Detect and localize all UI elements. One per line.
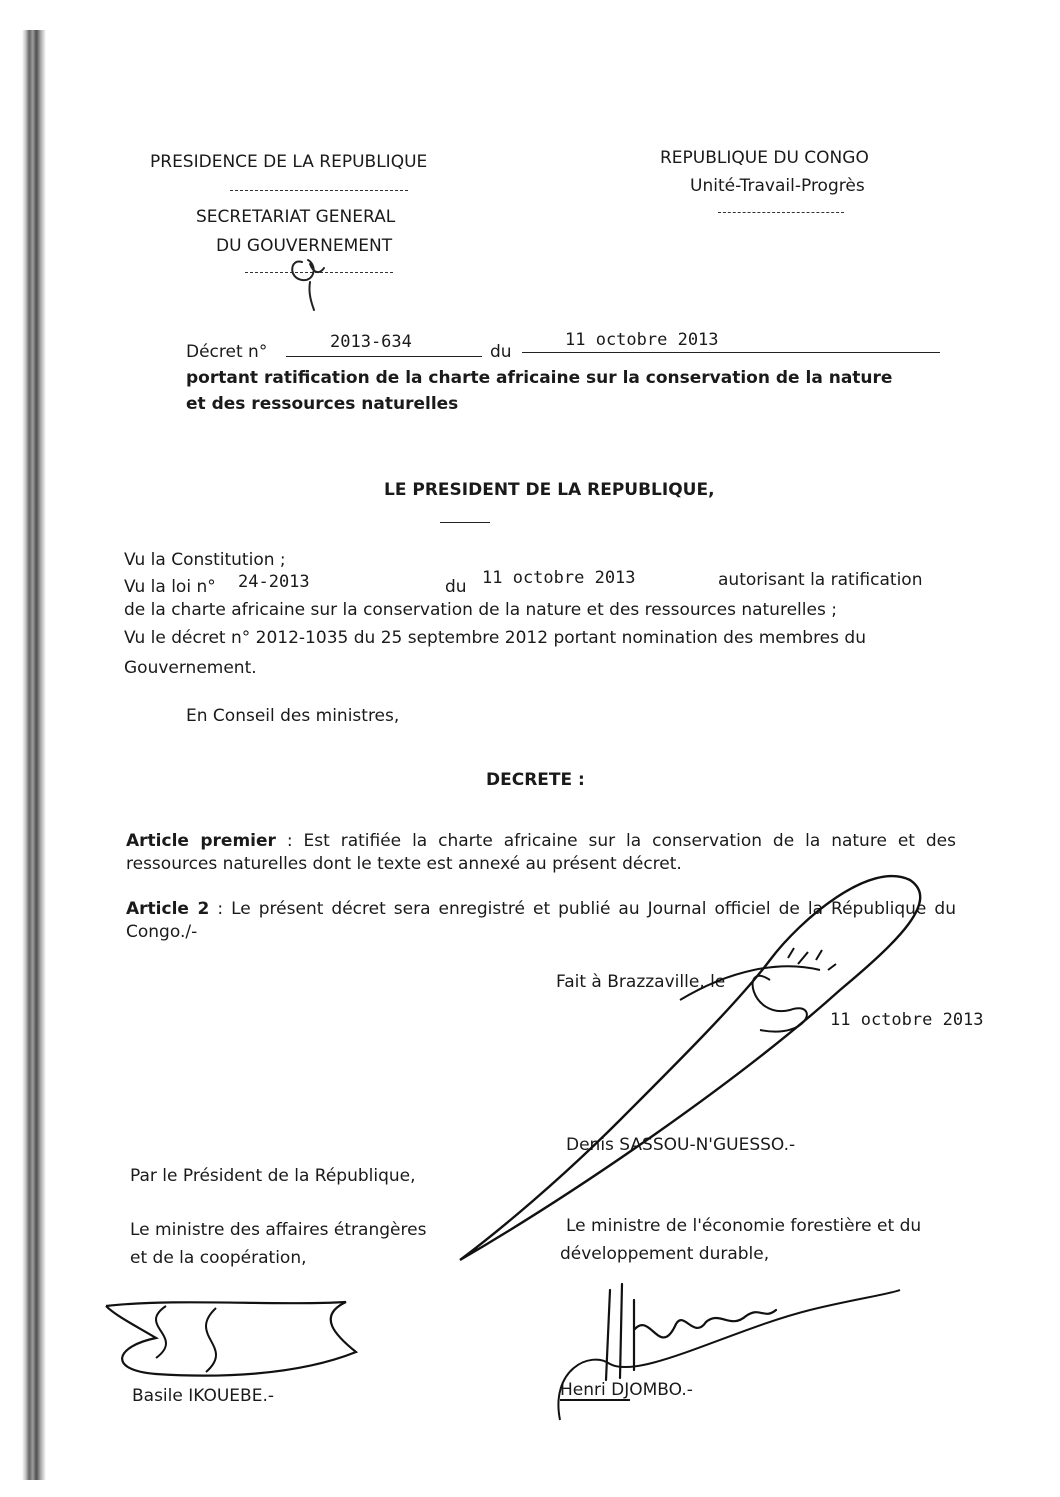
minister-2-title-2: développement durable, (560, 1244, 770, 1264)
secretariat-heading: SECRETARIAT GENERAL (196, 207, 396, 227)
decree-number-underline (286, 356, 482, 357)
article-2-text: : Le présent décret sera enregistré et publié au Journal officiel de la République du Congo./- (126, 899, 956, 942)
minister-2-signature (550, 1270, 910, 1424)
decree-du: du (490, 342, 512, 362)
recital-loi-date: 11 octobre 2013 (482, 568, 636, 588)
minister-1-signature (96, 1296, 376, 1390)
recital-conseil: En Conseil des ministres, (186, 706, 400, 726)
recital-loi-prefix: Vu la loi n° (124, 577, 216, 597)
authority-heading: LE PRESIDENT DE LA REPUBLIQUE, (384, 480, 715, 500)
header-left-divider-1 (230, 190, 408, 191)
par-le-president: Par le Président de la République, (130, 1166, 416, 1186)
decree-subject-2: et des ressources naturelles (186, 394, 459, 414)
republique-heading: REPUBLIQUE DU CONGO (660, 148, 869, 168)
scan-binding-edge (22, 30, 46, 1480)
minister-1-title-2: et de la coopération, (130, 1248, 307, 1268)
recital-loi-continued: de la charte africaine sur la conservation de la nature et des ressources naturelles ; (124, 600, 837, 620)
article-2-label: Article 2 (126, 899, 210, 919)
minister-2-name: Henri DJOMBO.- (560, 1380, 693, 1400)
signing-place: Fait à Brazzaville, le (556, 972, 726, 992)
decree-date: 11 octobre 2013 (565, 330, 719, 350)
decree-number: 2013-634 (330, 332, 412, 352)
decree-date-underline (522, 352, 940, 353)
decrete-heading: DECRETE : (486, 770, 585, 790)
article-1-label: Article premier (126, 831, 276, 851)
recital-loi-number: 24-2013 (238, 572, 310, 592)
decree-subject-1: portant ratification de la charte africaine sur la conservation de la nature (186, 368, 893, 388)
header-right-divider (718, 212, 844, 213)
president-signature (440, 860, 960, 1284)
recital-loi-du: du (445, 577, 467, 597)
recital-decret-1: Vu le décret n° 2012-1035 du 25 septembre 2012 portant nomination des membres du (124, 628, 866, 648)
minister-1-name: Basile IKOUEBE.- (132, 1386, 274, 1406)
signing-date: 11 octobre 2013 (830, 1010, 984, 1030)
recital-decret-2: Gouvernement. (124, 658, 257, 678)
decree-prefix: Décret n° (186, 342, 268, 362)
article-1-text: : Est ratifiée la charte africaine sur la conservation de la nature et des ressources naturelles dont le texte est annexé au présent décret. (126, 831, 956, 874)
authority-divider (440, 522, 490, 523)
recital-constitution: Vu la Constitution ; (124, 550, 286, 570)
minister-1-title-1: Le ministre des affaires étrangères (130, 1220, 427, 1240)
president-name: Denis SASSOU-N'GUESSO.- (566, 1135, 796, 1155)
recital-loi-suffix: autorisant la ratification (718, 570, 923, 590)
header-handwritten-mark (280, 244, 340, 318)
gouvernement-heading: DU GOUVERNEMENT (216, 236, 393, 256)
presidence-heading: PRESIDENCE DE LA REPUBLIQUE (150, 152, 428, 172)
motto: Unité-Travail-Progrès (690, 176, 865, 196)
minister-2-title-1: Le ministre de l'économie forestière et du (566, 1216, 922, 1236)
